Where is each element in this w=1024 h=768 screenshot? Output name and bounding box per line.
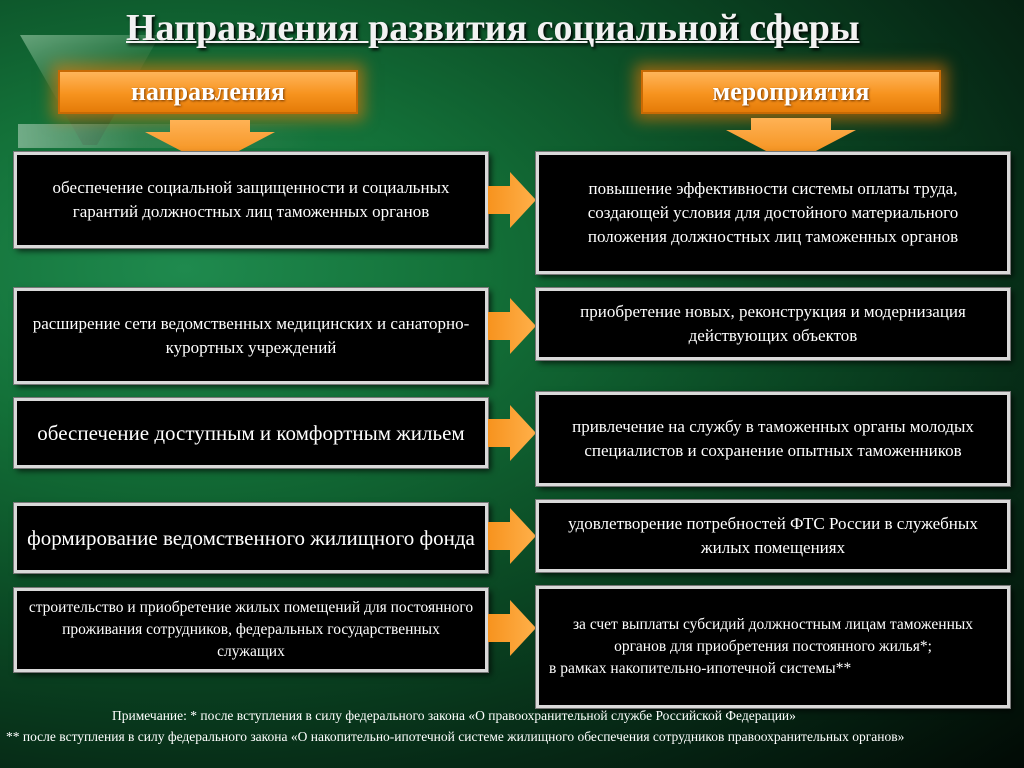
direction-box: обеспечение социальной защищенности и социальных гарантий должностных лиц таможенных органов <box>14 152 488 248</box>
measure-box: привлечение на службу в таможенных органы молодых специалистов и сохранение опытных таможенников <box>536 392 1010 486</box>
header-measures: мероприятия <box>641 70 941 114</box>
direction-box: строительство и приобретение жилых помещений для постоянного проживания сотрудников, федеральных государственных служащих <box>14 588 488 672</box>
measure-box <box>536 586 1010 708</box>
measure-box: приобретение новых, реконструкция и модернизация действующих объектов <box>536 288 1010 360</box>
measure-mortgage-text: в рамках накопительно-ипотечной системы** <box>549 660 852 677</box>
direction-box: расширение сети ведомственных медицинских и санаторно-курортных учреждений <box>14 288 488 384</box>
right-arrow-icon <box>488 508 536 564</box>
right-arrow-icon <box>488 172 536 228</box>
measure-subsidy-text: за счет выплаты субсидий должностным лицам таможенных органов для приобретения постоянного жилья*; <box>572 616 974 655</box>
right-arrow-icon <box>488 405 536 461</box>
measure-box: удовлетворение потребностей ФТС России в служебных жилых помещениях <box>536 500 1010 572</box>
measure-box: повышение эффективности системы оплаты труда, создающей условия для достойного материального положения должностных лиц таможенных органов <box>536 152 1010 274</box>
page-title: Направления развития социальной сферы <box>126 7 860 49</box>
direction-box: формирование ведомственного жилищного фонда <box>14 503 488 573</box>
right-arrow-icon <box>488 600 536 656</box>
footnote-1: Примечание: * после вступления в силу федерального закона «О правоохранительной службе Российской Федерации» <box>112 708 796 723</box>
footnote-2: ** после вступления в силу федерального закона «О накопительно-ипотечной системе жилищного обеспечения сотрудников правоохранительных органов» <box>6 729 905 744</box>
header-directions: направления <box>58 70 358 114</box>
right-arrow-icon <box>488 298 536 354</box>
direction-box: обеспечение доступным и комфортным жильем <box>14 398 488 468</box>
